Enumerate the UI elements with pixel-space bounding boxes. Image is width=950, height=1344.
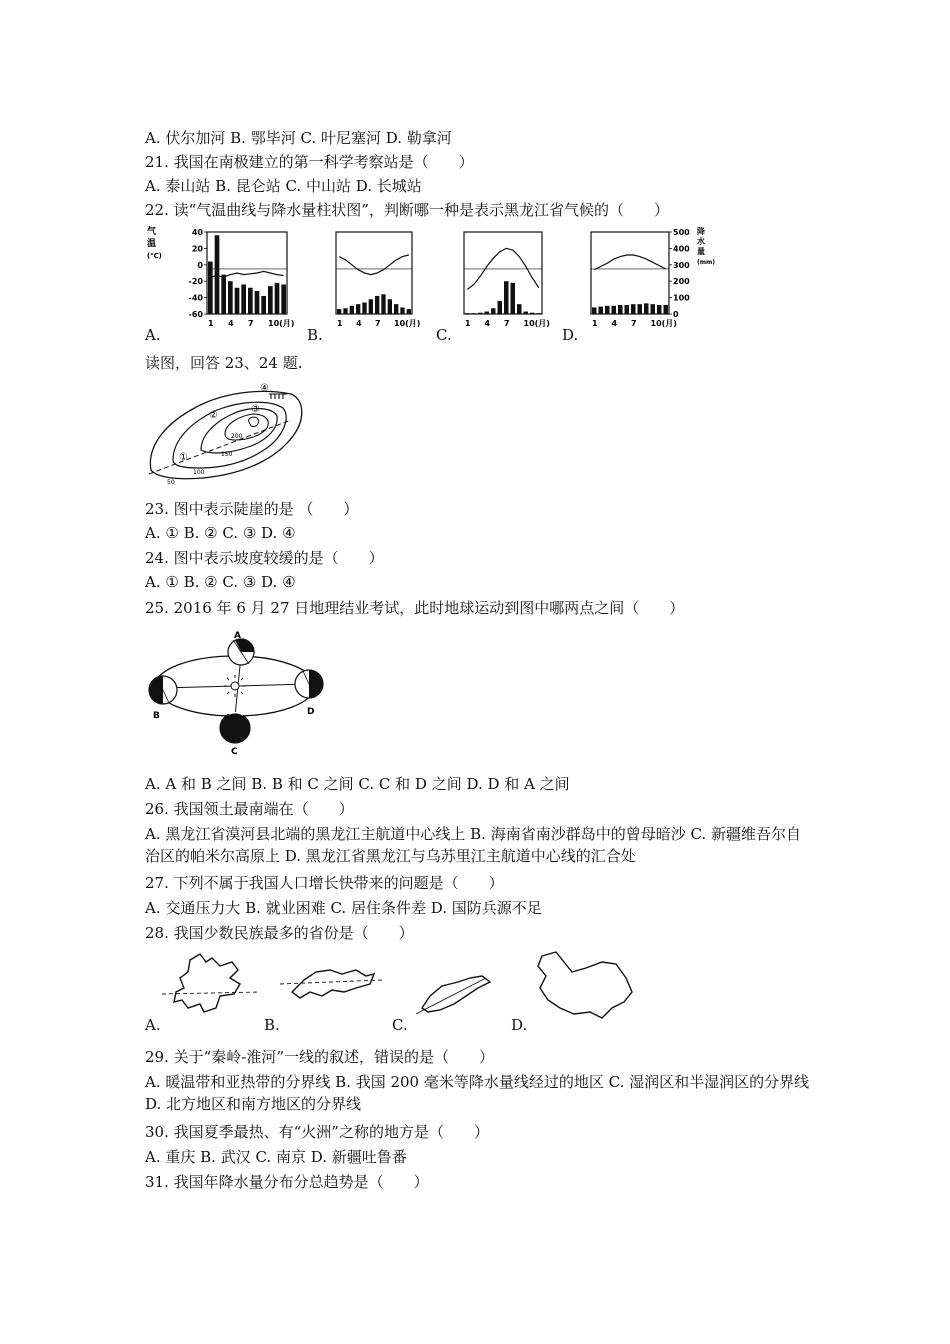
contour-label-50: 50 [167,479,175,486]
precip-bar [472,313,477,314]
contour-label-200: 200 [231,433,243,440]
climate-chart-b [336,232,420,328]
right-axis-title: 水 [697,237,705,246]
precip-bar [337,309,341,314]
q25-stem: 25. 2016 年 6 月 27 日地理结业考试，此时地球运动到图中哪两点之间（ ） [145,599,685,617]
q30-stem: 30. 我国夏季最热、有“火洲”之称的地方是（ ） [145,1123,489,1141]
q22-option-d: D. [562,326,579,344]
q22-stem: 22. 读“气温曲线与降水量柱状图”，判断哪一种是表示黑龙江省气候的（ ） [145,201,669,219]
province-svg [160,948,640,1023]
q21-stem: 21. 我国在南极建立的第一科学考察站是（ ） [145,153,474,171]
precip-bar [369,299,373,314]
earth-b [149,676,177,704]
q20-options: A. 伏尔加河 B. 鄂毕河 C. 叶尼塞河 D. 勒拿河 [145,129,452,147]
orbit-svg [143,630,333,757]
right-axis-title: (mm) [697,259,715,266]
month-tick: 7 [248,319,254,328]
intro-23-24: 读图，回答 23、24 题. [145,354,303,372]
climate-chart-a [207,232,294,328]
province-b-guangdong [280,970,382,998]
precip-bar [394,304,398,314]
orbit-figure [143,630,333,757]
q29-stem: 29. 关于“秦岭-淮河”一线的叙述，错误的是（ ） [145,1048,495,1066]
left-tick-label: 0 [197,260,203,270]
precip-bar [248,288,253,314]
month-tick: 10(月) [523,319,550,328]
q30-options: A. 重庆 B. 武汉 C. 南京 D. 新疆吐鲁番 [145,1148,407,1166]
month-tick: 1 [592,319,598,328]
contour-map-figure [143,378,303,498]
left-tick-label: -40 [188,293,203,303]
contour-map-svg [143,378,303,498]
precip-bar [664,305,669,314]
q27-stem: 27. 下列不属于我国人口增长快带来的问题是（ ） [145,874,504,892]
precip-bar [511,283,516,314]
chart-frame [464,232,542,314]
contour-label-150: 150 [221,451,233,458]
contour-label-100: 100 [193,469,205,476]
precip-bar [375,296,379,314]
q28-option-d: D. [511,1016,528,1034]
q21-options: A. 泰山站 B. 昆仑站 C. 中山站 D. 长城站 [145,177,422,195]
right-tick-label: 300 [673,260,690,270]
q29-options: A. 暖温带和亚热带的分界线 B. 我国 200 毫米等降水量线经过的地区 C. 湿润区和半湿润区的分界线 D. 北方地区和南方地区的分界线 [145,1073,810,1113]
province-c-shandong [416,976,490,1014]
q26-options: A. 黑龙江省漠河县北端的黑龙江主航道中心线上 B. 海南省南沙群岛中的曾母暗沙 C. 新疆维吾尔自治区的帕米尔高原上 D. 黑龙江省黑龙江与乌苏里江主航道中心线的汇合处 [145,825,801,865]
marker-4: ④ [260,383,269,394]
marker-1: ① [179,452,188,463]
right-tick-label: 0 [673,310,679,319]
q27-options: A. 交通压力大 B. 就业困难 C. 居住条件差 D. 国防兵源不足 [145,899,542,917]
precip-bar [504,281,509,314]
precip-bar [343,308,347,314]
chart-frame [336,232,412,314]
left-tick-label: 20 [191,244,203,254]
month-tick: 7 [504,319,510,328]
month-tick: 10(月) [268,319,295,328]
label-c: C [231,747,238,757]
q24-stem: 24. 图中表示坡度较缓的是（ ） [145,549,384,567]
precip-bar [381,294,385,314]
left-tick-label: 40 [191,228,203,237]
precip-bar [221,275,226,314]
precip-bar [241,284,246,314]
right-axis-title: 量 [697,247,705,256]
precip-bar [350,306,354,314]
climate-chart-c [464,232,550,328]
right-tick-label: 200 [673,277,690,287]
precip-bar [537,313,542,314]
precip-bar [618,305,623,314]
q28-option-c: C. [392,1016,408,1034]
marker-3: ③ [251,404,260,415]
precip-bar [281,284,286,314]
marker-2: ② [209,410,218,421]
chart-frame [591,232,669,314]
province-a-yunnan [162,954,260,1012]
precip-bar [388,299,392,314]
q22-option-c: C. [436,326,452,344]
left-axis-title: 气 [147,227,157,237]
month-tick: 7 [375,319,381,328]
month-tick: 7 [631,319,637,328]
left-axis-title: 温 [147,239,157,249]
q28-stem: 28. 我国少数民族最多的省份是（ ） [145,924,414,942]
month-tick: 1 [208,319,214,328]
precip-bar [356,304,360,314]
temperature-curve [594,255,666,270]
month-tick: 10(月) [650,319,677,328]
q26-stem: 26. 我国领土最南端在（ ） [145,800,354,818]
precip-bar [407,309,411,314]
precip-bar [400,307,404,314]
precip-bar [485,312,490,314]
precip-bar [362,303,366,314]
label-d: D [307,707,315,717]
earth-d [295,670,323,698]
earth-a [228,639,254,665]
q28-option-b: B. [264,1016,280,1034]
precip-bar [644,303,649,314]
precip-bar [517,304,522,314]
precip-bar [228,281,233,314]
precip-bar [612,306,617,314]
precip-bar [638,304,643,314]
cliff-symbol [269,394,287,399]
right-tick-label: 100 [673,293,690,303]
precip-bar [268,286,273,314]
q23-stem: 23. 图中表示陡崖的是 （ ） [145,500,359,518]
left-tick-label: -20 [188,277,203,287]
q31-stem: 31. 我国年降水量分布分总趋势是（ ） [145,1173,429,1191]
temperature-curve [210,271,283,277]
q28-option-a: A. [145,1016,161,1034]
precip-bar [235,288,240,314]
right-tick-label: 500 [673,228,690,237]
right-axis-title: 降 [697,227,705,236]
province-outlines [160,948,640,1023]
precip-bar [255,291,260,314]
month-tick: 1 [465,319,471,328]
month-tick: 10(月) [394,319,421,328]
month-tick: 1 [337,319,343,328]
precip-bar [491,308,496,314]
label-b: B [153,711,160,721]
q22-option-a: A. [145,326,161,344]
q22-option-b: B. [307,326,323,344]
left-axis-title: (℃) [147,252,162,260]
month-tick: 4 [228,319,234,328]
precip-bar [605,306,610,314]
climate-chart-d [591,232,677,328]
precip-bar [599,307,604,314]
temperature-curve [339,255,409,275]
precip-bar [524,312,529,314]
month-tick: 4 [611,319,618,328]
precip-bar [631,304,636,314]
label-a: A [234,631,241,641]
q23-options: A. ① B. ② C. ③ D. ④ [145,524,296,542]
precip-bar [208,262,213,314]
precip-bar [498,301,503,314]
left-tick-label: -60 [188,310,203,319]
precip-bar [465,313,470,314]
precip-bar [625,305,630,314]
precip-bar [530,313,535,314]
precip-bar [592,307,597,314]
precip-bar [651,304,656,314]
precip-bar [215,235,220,314]
peak-contour [249,417,259,426]
earth-c [220,713,250,743]
province-d-heilongjiang [538,952,632,1018]
month-tick: 4 [484,319,491,328]
precip-bar [261,296,266,314]
precip-bar [478,313,483,314]
precip-bar [275,283,280,314]
right-tick-label: 400 [673,244,690,254]
q25-options: A. A 和 B 之间 B. B 和 C 之间 C. C 和 D 之间 D. D 和 A 之间 [145,775,570,793]
month-tick: 4 [356,319,362,328]
q24-options: A. ① B. ② C. ③ D. ④ [145,573,296,591]
precip-bar [657,305,662,314]
